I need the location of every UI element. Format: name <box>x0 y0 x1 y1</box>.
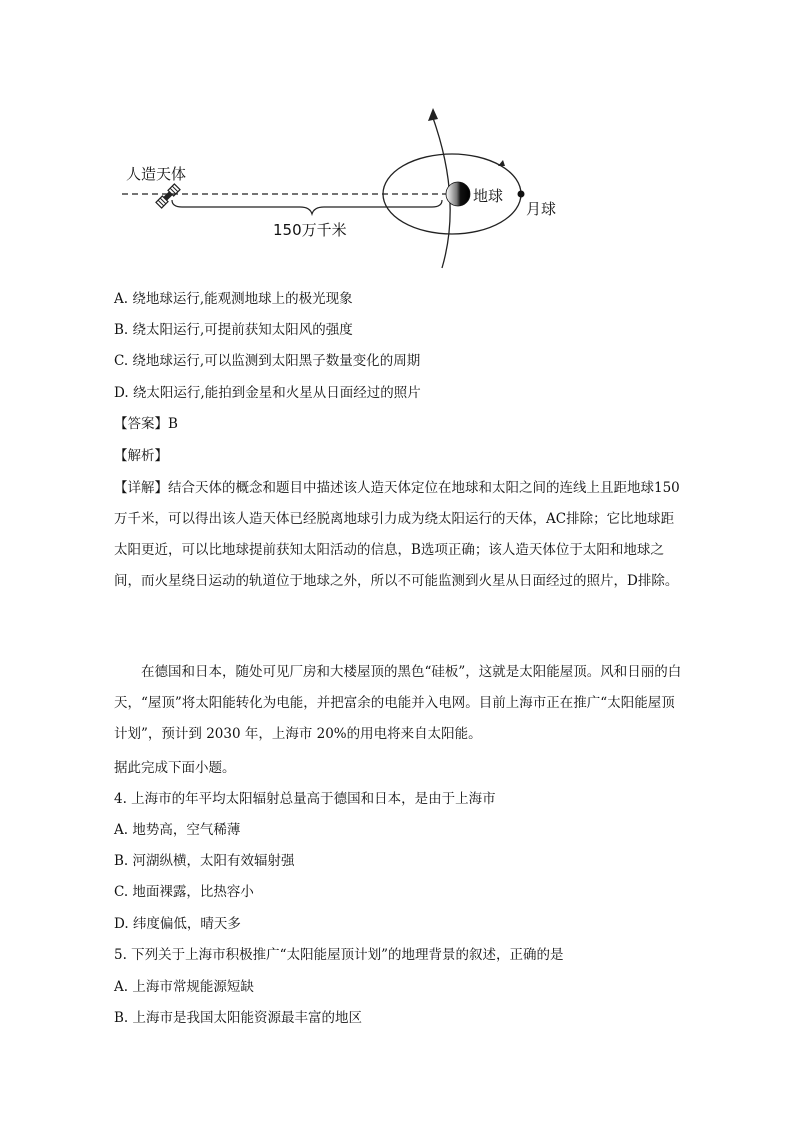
detail-text: 【详解】结合天体的概念和题目中描述该人造天体定位在地球和太阳之间的连线上且距地球150万千米，可以得出该人造天体已经脱离地球引力成为绕太阳运行的天体，AC排除；它比地球距太阳更近，可以比地球提前获知太阳活动的信息，B选项正确；该人造天体位于太阳和地球之间，而火星绕日运动的轨道位于地球之外，所以不可能监测到火星从日面经过的照片，D排除。 <box>114 480 680 589</box>
analysis-heading: 【解析】 <box>114 448 168 464</box>
detail-paragraph <box>114 473 684 597</box>
moon-icon <box>518 191 525 198</box>
instruction-line: 据此完成下面小题。 <box>114 760 236 776</box>
orbit-diagram <box>0 0 794 280</box>
option-d: D. 绕太阳运行,能拍到金星和火星从日面经过的照片 <box>114 385 421 401</box>
material-text: 在德国和日本，随处可见厂房和大楼屋顶的黑色“硅板”，这就是太阳能屋顶。风和日丽的白天，“屋顶”将太阳能转化为电能，并把富余的电能并入电网。目前上海市正在推广“太阳能屋顶计划”，预计到 2030 年，上海市 20%的用电将来自太阳能。 <box>114 664 682 742</box>
moon-orbit-arrow <box>498 160 505 166</box>
option-b: B. 绕太阳运行,可提前获知太阳风的强度 <box>114 322 353 338</box>
q4-option-a: A. 地势高，空气稀薄 <box>114 822 241 838</box>
satellite-icon <box>156 184 180 208</box>
distance-label: 150万千米 <box>273 221 347 239</box>
q4-option-d: D. 纬度偏低，晴天多 <box>114 916 241 932</box>
q4-stem: 4. 上海市的年平均太阳辐射总量高于德国和日本，是由于上海市 <box>114 791 496 807</box>
q4-option-b: B. 河湖纵横，太阳有效辐射强 <box>114 853 295 869</box>
earth-orbit-arrow <box>428 108 438 121</box>
q5-stem: 5. 下列关于上海市积极推广“太阳能屋顶计划”的地理背景的叙述，正确的是 <box>114 947 564 963</box>
material-paragraph <box>114 657 684 750</box>
option-c: C. 绕地球运行,可以监测到太阳黑子数量变化的周期 <box>114 353 421 369</box>
moon-label: 月球 <box>526 200 557 218</box>
q4-option-c: C. 地面裸露，比热容小 <box>114 884 254 900</box>
q5-option-a: A. 上海市常规能源短缺 <box>114 979 254 995</box>
earth-icon <box>446 182 470 206</box>
answer-line: 【答案】B <box>114 416 178 432</box>
option-a: A. 绕地球运行,能观测地球上的极光现象 <box>114 291 353 307</box>
distance-brace <box>172 200 442 214</box>
satellite-label: 人造天体 <box>126 165 187 183</box>
q5-option-b: B. 上海市是我国太阳能资源最丰富的地区 <box>114 1010 363 1026</box>
earth-label: 地球 <box>473 187 504 205</box>
